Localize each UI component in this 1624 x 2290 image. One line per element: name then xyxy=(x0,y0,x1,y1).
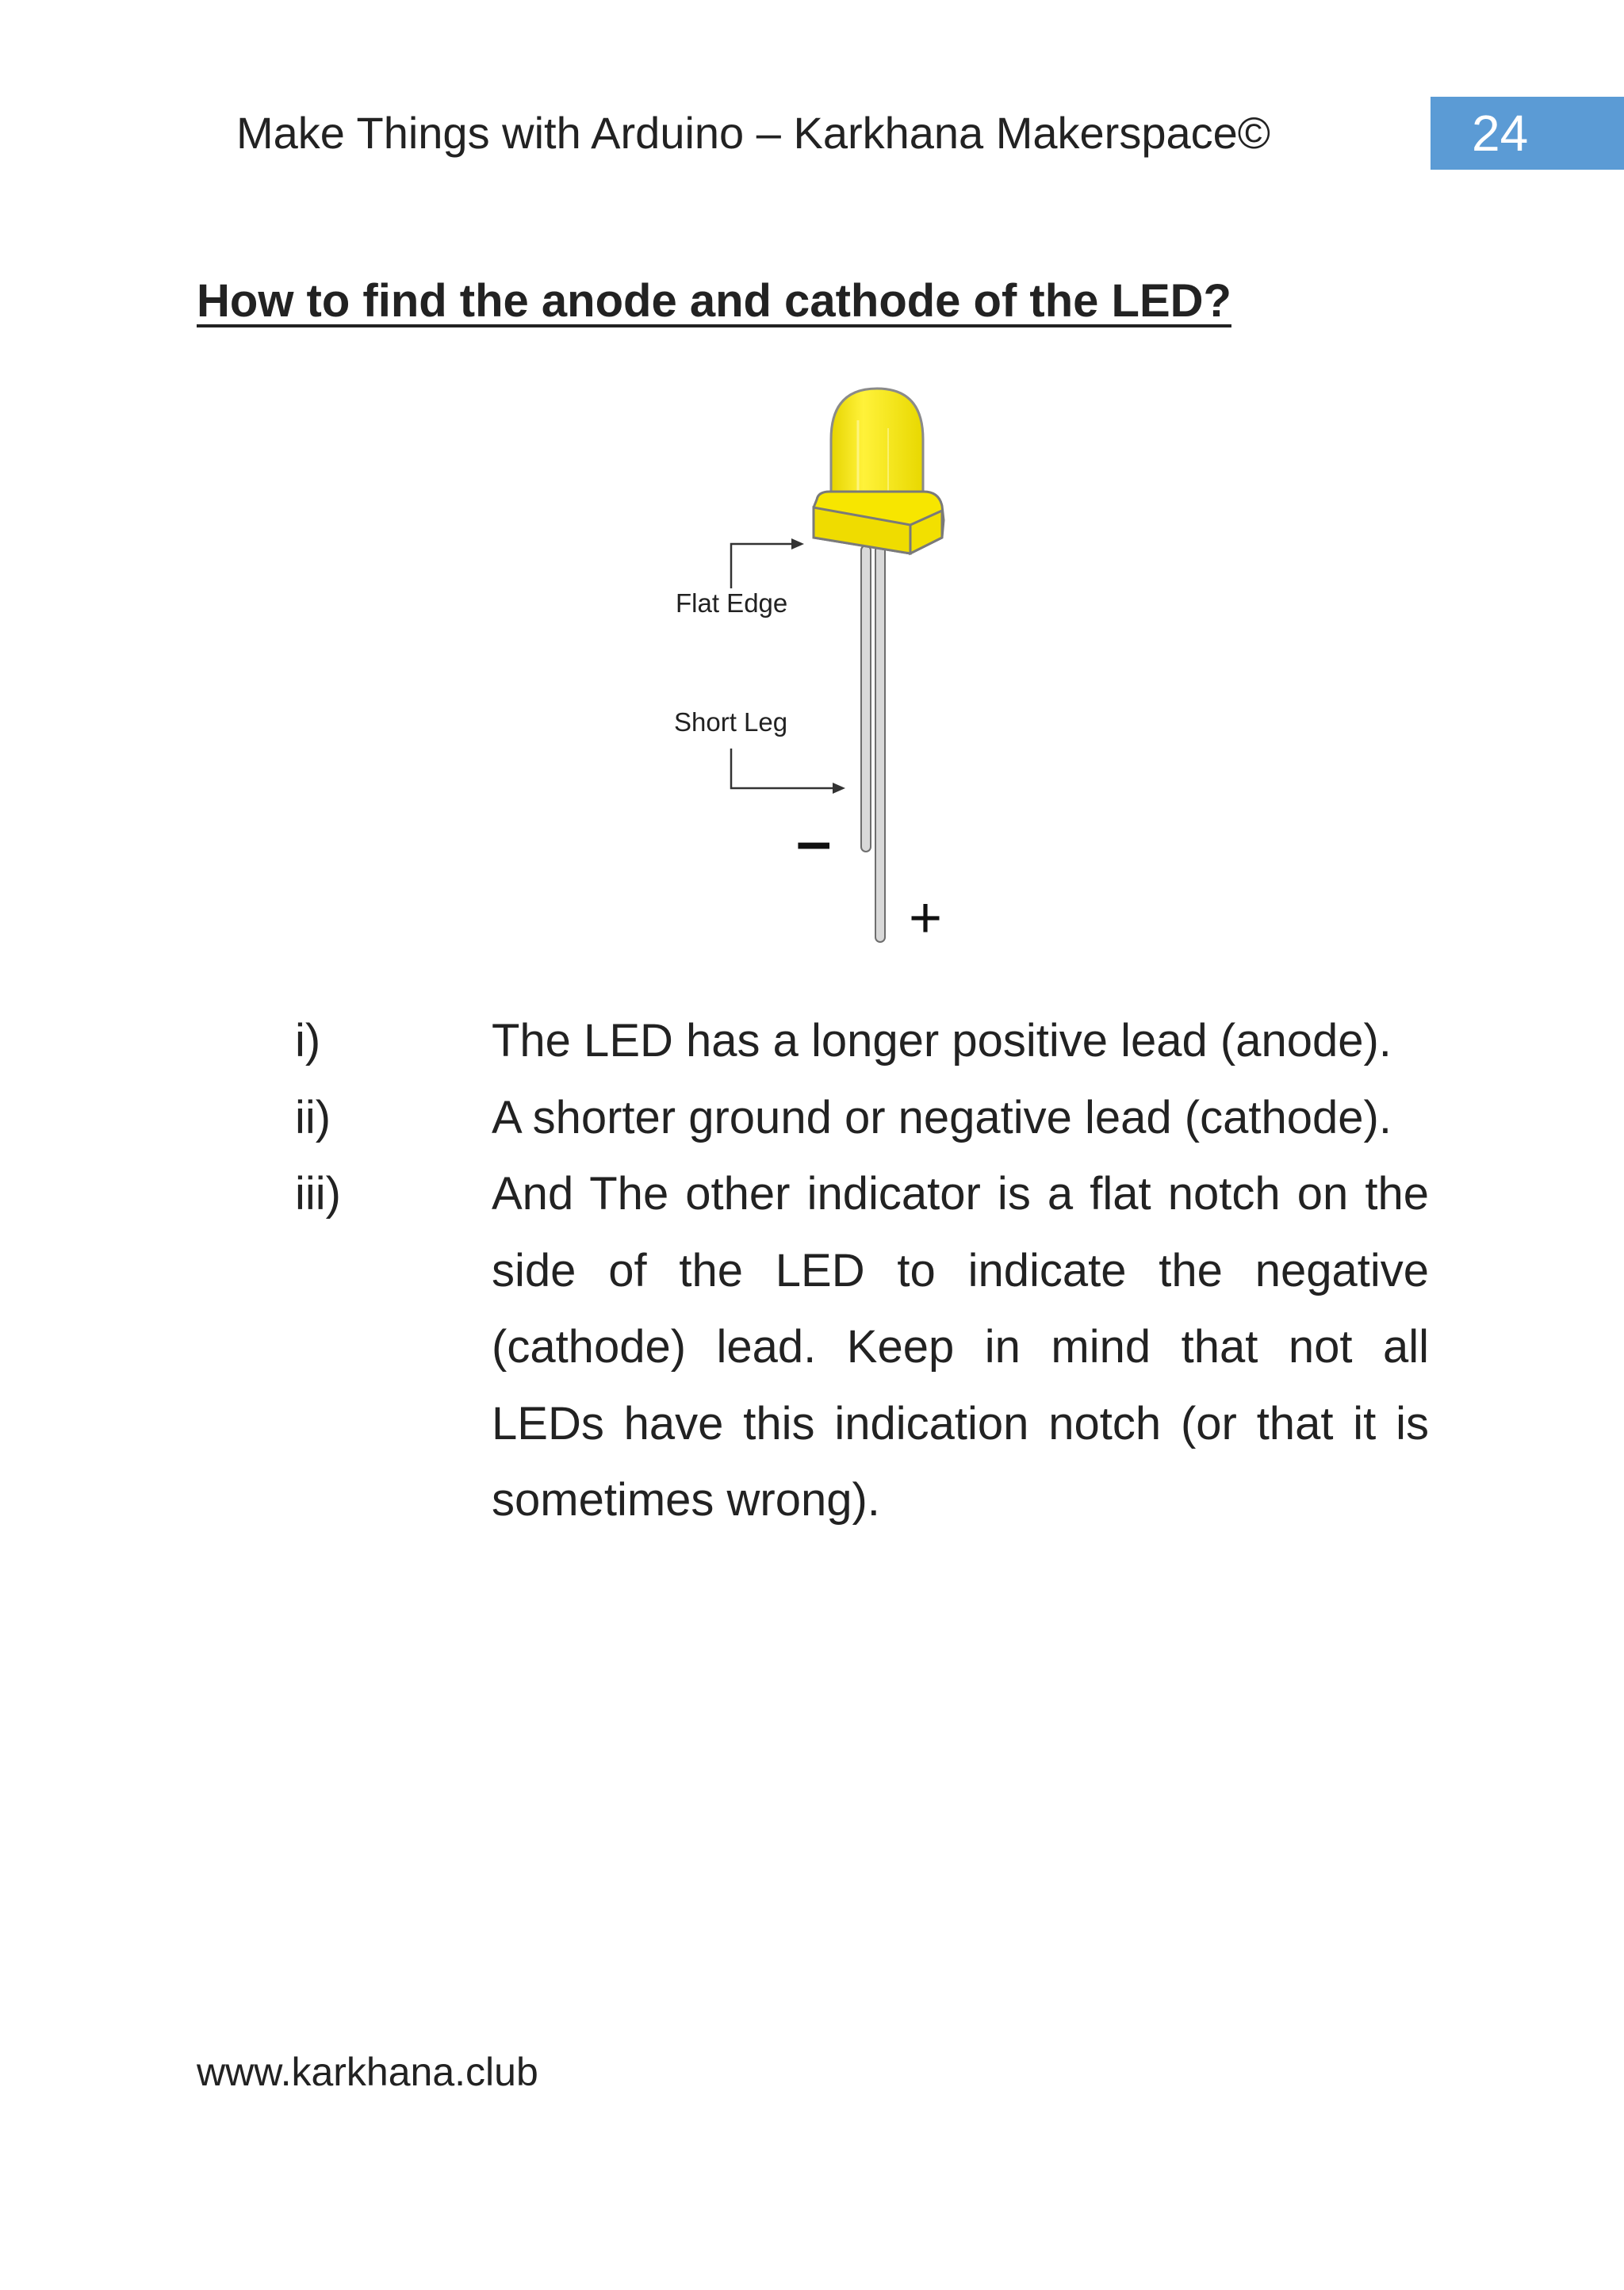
anode-leg xyxy=(875,546,885,942)
header-title: Make Things with Arduino – Karkhana Makerspace© xyxy=(236,108,1271,158)
list-item xyxy=(295,1080,1429,1157)
list-item xyxy=(295,1156,1429,1539)
list-marker: iii) xyxy=(295,1168,341,1220)
footer-url[interactable]: www.karkhana.club xyxy=(197,2050,538,2094)
indicator-list xyxy=(295,1003,1429,1539)
flat-edge-label: Flat Edge xyxy=(676,588,788,618)
list-item xyxy=(295,1003,1429,1080)
plus-sign: + xyxy=(909,887,943,950)
list-item-text: And The other indicator is a flat notch on the side of the LED to indicate the negative (cathode) lead. Keep in mind that not all LEDs have this indication notch (or that it is sometimes wrong). xyxy=(492,1168,1429,1526)
list-marker: i) xyxy=(295,1015,321,1066)
section-heading: How to find the anode and cathode of the LED? xyxy=(197,275,1231,327)
list-item-text: The LED has a longer positive lead (anode). xyxy=(492,1015,1392,1066)
flat-edge-arrow xyxy=(731,544,793,588)
led-dome xyxy=(831,389,923,507)
page-number: 24 xyxy=(1431,97,1624,170)
short-leg-arrow xyxy=(731,749,834,788)
led-diagram xyxy=(650,373,983,975)
minus-sign: – xyxy=(796,806,832,876)
list-item-text: A shorter ground or negative lead (cathode). xyxy=(492,1091,1392,1143)
cathode-leg xyxy=(861,546,871,852)
led-legs xyxy=(861,546,885,942)
short-leg-label: Short Leg xyxy=(674,707,788,737)
list-marker: ii) xyxy=(295,1091,331,1143)
